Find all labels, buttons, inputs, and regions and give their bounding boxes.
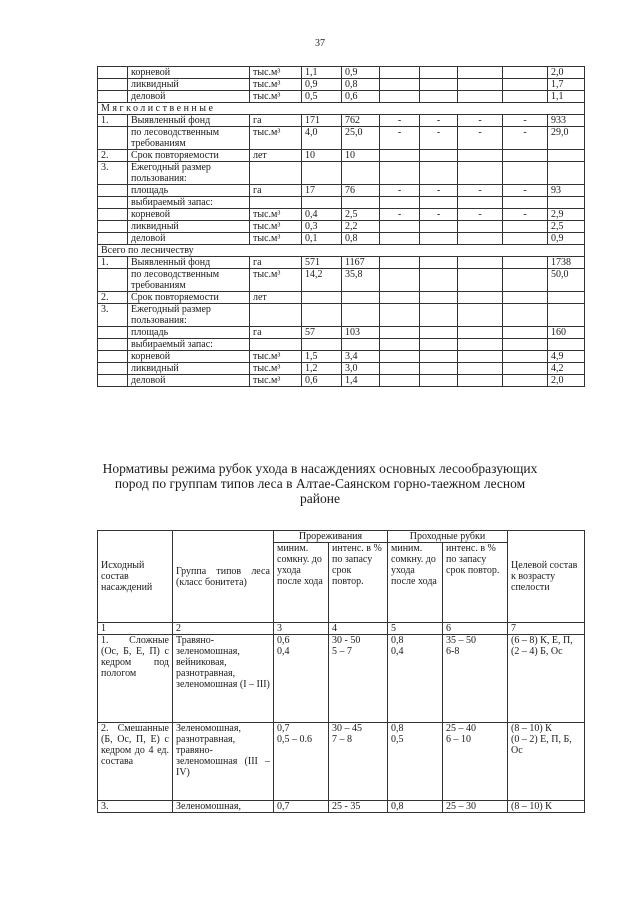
table-cell: [458, 67, 503, 79]
table-cell: -: [420, 209, 458, 221]
section-heading: Мягколиственные: [98, 103, 585, 115]
table-cell: [503, 221, 548, 233]
table-cell: [380, 150, 420, 162]
table-cell: [420, 327, 458, 339]
table-cell: [380, 79, 420, 91]
table-cell: 2,9: [548, 209, 585, 221]
table-cell: 0,9: [302, 79, 342, 91]
table-cell: 1.: [98, 115, 128, 127]
table-cell: [342, 339, 380, 351]
header-forest-type-group: Группа типов леса (класс бонитета): [173, 531, 274, 623]
table-cell: -: [503, 115, 548, 127]
table-cell: [302, 292, 342, 304]
table-cell: [380, 162, 420, 185]
table-cell: га: [250, 185, 302, 197]
table-cell: [98, 375, 128, 387]
table-cell: [98, 269, 128, 292]
table-cell: лет: [250, 292, 302, 304]
table-cell: 25,0: [342, 127, 380, 150]
cell-min1: 0,6 0,4: [274, 635, 329, 723]
table-cell: [458, 197, 503, 209]
table-cell: [503, 351, 548, 363]
table-cell: [420, 269, 458, 292]
table-cell: 0,6: [302, 375, 342, 387]
table-cell: [458, 351, 503, 363]
table-cell: [98, 339, 128, 351]
table-cell: [302, 304, 342, 327]
table-cell: [420, 257, 458, 269]
table-cell: деловой: [128, 233, 250, 245]
table-cell: [420, 292, 458, 304]
table-cell: [420, 233, 458, 245]
table-cell: по лесоводственным требованиям: [128, 127, 250, 150]
cell-group: Травяно-зеленомошная, вейниковая, разнотравная, зеленомошная (I – III): [173, 635, 274, 723]
table-cell: [420, 304, 458, 327]
table-cell: [98, 209, 128, 221]
table-cell: [503, 91, 548, 103]
table-cell: [503, 257, 548, 269]
table-cell: [342, 162, 380, 185]
section-row: [98, 245, 585, 257]
table-cell: [458, 339, 503, 351]
thinning-norms-table: [97, 530, 585, 813]
table-cell: 76: [342, 185, 380, 197]
cell-target: (6 – 8) К, Е, П, (2 – 4) Б, Ос: [508, 635, 585, 723]
table-cell: 0,5: [302, 91, 342, 103]
table-cell: Ежегодный размер пользования:: [128, 304, 250, 327]
table-cell: [458, 221, 503, 233]
cell-target: (8 – 10) К: [508, 801, 585, 813]
table-cell: 2.: [98, 150, 128, 162]
table-row: [98, 635, 585, 723]
table-cell: 10: [342, 150, 380, 162]
header-passage-cuttings: Проходные рубки: [388, 531, 508, 543]
table-cell: [302, 162, 342, 185]
table-row: [98, 115, 585, 127]
cell-int1: 30 - 50 5 – 7: [329, 635, 388, 723]
table-cell: -: [380, 115, 420, 127]
cell-initial: 3.: [98, 801, 173, 813]
column-number: 4: [329, 623, 388, 635]
cell-int2: 25 – 30: [443, 801, 508, 813]
table-cell: [342, 197, 380, 209]
table-cell: 2,5: [342, 209, 380, 221]
table-cell: [420, 351, 458, 363]
table-cell: Выявленный фонд: [128, 257, 250, 269]
table-cell: 57: [302, 327, 342, 339]
table-cell: ликвидный: [128, 79, 250, 91]
table-cell: [503, 269, 548, 292]
table-cell: [342, 292, 380, 304]
table-cell: 762: [342, 115, 380, 127]
table-cell: [98, 79, 128, 91]
table-cell: -: [458, 185, 503, 197]
table-cell: [420, 339, 458, 351]
table-cell: [458, 292, 503, 304]
cell-int1: 25 - 35: [329, 801, 388, 813]
table-cell: [458, 91, 503, 103]
table-cell: [503, 150, 548, 162]
table-cell: [503, 79, 548, 91]
table-cell: -: [380, 185, 420, 197]
table-cell: [548, 292, 585, 304]
table-cell: корневой: [128, 209, 250, 221]
table-cell: 103: [342, 327, 380, 339]
cell-min2: 0,8: [388, 801, 443, 813]
table-cell: 2,5: [548, 221, 585, 233]
table-cell: [342, 304, 380, 327]
table-cell: 3,4: [342, 351, 380, 363]
table-cell: 3.: [98, 304, 128, 327]
table-cell: [458, 363, 503, 375]
section-row: [98, 103, 585, 115]
table-cell: [420, 221, 458, 233]
table-cell: [380, 292, 420, 304]
table-cell: тыс.м³: [250, 363, 302, 375]
table-cell: га: [250, 327, 302, 339]
table-cell: [548, 162, 585, 185]
table-cell: -: [458, 115, 503, 127]
table-cell: 0,9: [342, 67, 380, 79]
table-cell: -: [420, 127, 458, 150]
table-cell: [548, 197, 585, 209]
table-row: [98, 197, 585, 209]
table-cell: [380, 269, 420, 292]
table-row: [98, 339, 585, 351]
table-cell: [503, 363, 548, 375]
table-cell: 10: [302, 150, 342, 162]
table-row: [98, 327, 585, 339]
header-target-composition: Целевой состав к возрасту спелости: [508, 531, 585, 623]
table-cell: [380, 67, 420, 79]
table-cell: 1,4: [342, 375, 380, 387]
table-cell: -: [458, 209, 503, 221]
table-cell: -: [380, 127, 420, 150]
table-cell: [302, 197, 342, 209]
header-min-density-1: миним. сомкну. до ухода после хода: [274, 543, 329, 623]
table-cell: [380, 351, 420, 363]
table-cell: корневой: [128, 351, 250, 363]
cell-min1: 0,7 0,5 – 0.6: [274, 723, 329, 801]
table-cell: [250, 197, 302, 209]
column-number: 2: [173, 623, 274, 635]
table-cell: 1.: [98, 257, 128, 269]
table-cell: -: [420, 185, 458, 197]
table-row: [98, 363, 585, 375]
table-cell: [420, 363, 458, 375]
table-cell: [458, 304, 503, 327]
table-row: [98, 67, 585, 79]
table-cell: -: [503, 127, 548, 150]
cell-int2: 35 – 50 6-8: [443, 635, 508, 723]
table-cell: [458, 162, 503, 185]
table-cell: тыс.м³: [250, 91, 302, 103]
table-cell: 1167: [342, 257, 380, 269]
table-cell: [503, 304, 548, 327]
table-cell: 50,0: [548, 269, 585, 292]
table-row: [98, 351, 585, 363]
table-cell: Срок повторяемости: [128, 150, 250, 162]
table-cell: [503, 197, 548, 209]
table-row: [98, 233, 585, 245]
table-cell: выбираемый запас:: [128, 197, 250, 209]
table-cell: 1,7: [548, 79, 585, 91]
table-cell: -: [458, 127, 503, 150]
table-cell: [380, 221, 420, 233]
harvest-volume-table: [97, 66, 585, 387]
table-cell: [420, 67, 458, 79]
table-cell: [250, 339, 302, 351]
cell-int2: 25 – 40 6 – 10: [443, 723, 508, 801]
table-cell: -: [503, 209, 548, 221]
table-cell: Выявленный фонд: [128, 115, 250, 127]
table-cell: [380, 91, 420, 103]
table-row: [98, 257, 585, 269]
table-cell: 0,3: [302, 221, 342, 233]
column-number: 7: [508, 623, 585, 635]
table-cell: [380, 197, 420, 209]
table-cell: тыс.м³: [250, 375, 302, 387]
section-title: Нормативы режима рубок ухода в насаждениях основных лесообразующих пород по группам типов леса в Алтае-Саянском горно-таежном лесном районе: [102, 461, 538, 506]
table-cell: 4,0: [302, 127, 342, 150]
cell-initial: 2. Смешанные (Б, Ос, П, Е) с кедром до 4 ед. состава: [98, 723, 173, 801]
table-cell: [98, 327, 128, 339]
table-row: [98, 127, 585, 150]
table-cell: [503, 339, 548, 351]
table-cell: 2.: [98, 292, 128, 304]
header-min-density-2: миним. сомкну. до ухода после хода: [388, 543, 443, 623]
table-cell: тыс.м³: [250, 221, 302, 233]
table-cell: 17: [302, 185, 342, 197]
header-intensity-1: интенс. в % по запасу срок повтор.: [329, 543, 388, 623]
table-cell: [458, 150, 503, 162]
column-number: 6: [443, 623, 508, 635]
table-cell: [503, 162, 548, 185]
table-cell: [458, 257, 503, 269]
table-cell: [420, 375, 458, 387]
table-cell: площадь: [128, 327, 250, 339]
table-cell: 1,1: [548, 91, 585, 103]
column-number: 1: [98, 623, 173, 635]
table-cell: [420, 162, 458, 185]
table-cell: 171: [302, 115, 342, 127]
table-cell: 4,9: [548, 351, 585, 363]
table-cell: 0,4: [302, 209, 342, 221]
table-cell: [380, 233, 420, 245]
table-cell: выбираемый запас:: [128, 339, 250, 351]
table-cell: 0,9: [548, 233, 585, 245]
table-row: [98, 723, 585, 801]
table-cell: [380, 375, 420, 387]
table-cell: [503, 327, 548, 339]
table-cell: 1,2: [302, 363, 342, 375]
table-cell: корневой: [128, 67, 250, 79]
table-cell: тыс.м³: [250, 209, 302, 221]
table-cell: 1,5: [302, 351, 342, 363]
table-cell: -: [503, 185, 548, 197]
table-cell: по лесоводственным требованиям: [128, 269, 250, 292]
table-cell: 2,0: [548, 67, 585, 79]
table-cell: 2,2: [342, 221, 380, 233]
table-cell: [420, 79, 458, 91]
page-number: 37: [315, 38, 325, 49]
table-cell: 933: [548, 115, 585, 127]
table-cell: [380, 327, 420, 339]
table-cell: [380, 339, 420, 351]
table-row: [98, 221, 585, 233]
table-row: [98, 91, 585, 103]
table-cell: Ежегодный размер пользования:: [128, 162, 250, 185]
table-cell: [380, 257, 420, 269]
table-cell: [548, 304, 585, 327]
table-cell: деловой: [128, 91, 250, 103]
table-cell: [458, 327, 503, 339]
table-cell: [503, 233, 548, 245]
table-cell: [503, 292, 548, 304]
cell-min2: 0,8 0,4: [388, 635, 443, 723]
table-cell: [98, 197, 128, 209]
table-row: [98, 79, 585, 91]
table-row: [98, 269, 585, 292]
table-cell: [420, 197, 458, 209]
table-cell: 571: [302, 257, 342, 269]
table-cell: 0,8: [342, 79, 380, 91]
table-cell: 14,2: [302, 269, 342, 292]
table-cell: [380, 304, 420, 327]
table-cell: 1,1: [302, 67, 342, 79]
table-cell: ликвидный: [128, 363, 250, 375]
table-cell: тыс.м³: [250, 233, 302, 245]
cell-target: (8 – 10) К (0 – 2) Е, П, Б, Ос: [508, 723, 585, 801]
table-cell: [548, 150, 585, 162]
table-cell: 0,1: [302, 233, 342, 245]
table-cell: [380, 363, 420, 375]
table-cell: [98, 233, 128, 245]
column-number: 5: [388, 623, 443, 635]
cell-min2: 0,8 0,5: [388, 723, 443, 801]
table-cell: 1738: [548, 257, 585, 269]
table-cell: [98, 221, 128, 233]
table-row: [98, 304, 585, 327]
table-row: [98, 185, 585, 197]
cell-int1: 30 – 45 7 – 8: [329, 723, 388, 801]
table-cell: [503, 375, 548, 387]
table-cell: тыс.м³: [250, 127, 302, 150]
table-cell: 3,0: [342, 363, 380, 375]
table-cell: [458, 375, 503, 387]
table-cell: тыс.м³: [250, 269, 302, 292]
table-cell: деловой: [128, 375, 250, 387]
table-cell: [458, 79, 503, 91]
table-cell: 4,2: [548, 363, 585, 375]
table-row: [98, 209, 585, 221]
table-row: [98, 801, 585, 813]
table-cell: [420, 91, 458, 103]
table-cell: [98, 363, 128, 375]
table-cell: 160: [548, 327, 585, 339]
table-cell: тыс.м³: [250, 67, 302, 79]
table-cell: [250, 304, 302, 327]
table-cell: га: [250, 115, 302, 127]
table-cell: [250, 162, 302, 185]
table-cell: тыс.м³: [250, 79, 302, 91]
table-cell: лет: [250, 150, 302, 162]
header-thinning: Прореживания: [274, 531, 388, 543]
table-cell: [548, 339, 585, 351]
table-cell: [420, 150, 458, 162]
header-initial-composition: Исходный состав насаждений: [98, 531, 173, 623]
table-row: [98, 150, 585, 162]
table-cell: Срок повторяемости: [128, 292, 250, 304]
table-cell: [503, 67, 548, 79]
table-cell: 2,0: [548, 375, 585, 387]
table-cell: -: [420, 115, 458, 127]
table-cell: [98, 91, 128, 103]
table-cell: 35,8: [342, 269, 380, 292]
table-cell: ликвидный: [128, 221, 250, 233]
table-cell: 0,8: [342, 233, 380, 245]
column-number: 3: [274, 623, 329, 635]
table-cell: [302, 339, 342, 351]
table-cell: [98, 351, 128, 363]
table-cell: площадь: [128, 185, 250, 197]
table-cell: 3.: [98, 162, 128, 185]
table-cell: [458, 233, 503, 245]
table-row: [98, 292, 585, 304]
cell-group: Зеленомошная, разнотравная, травяно-зеленомошная (III – IV): [173, 723, 274, 801]
cell-group: Зеленомошная,: [173, 801, 274, 813]
table-cell: га: [250, 257, 302, 269]
table-cell: [98, 185, 128, 197]
table-cell: -: [380, 209, 420, 221]
header-intensity-2: интенс. в % по запасу срок повтор.: [443, 543, 508, 623]
table-row: [98, 162, 585, 185]
table-cell: 0,6: [342, 91, 380, 103]
table-cell: [458, 269, 503, 292]
table-cell: тыс.м³: [250, 351, 302, 363]
table-row: [98, 375, 585, 387]
cell-initial: 1. Сложные (Ос, Б, Е, П) с кедром под пологом: [98, 635, 173, 723]
table-cell: [98, 127, 128, 150]
table-cell: 93: [548, 185, 585, 197]
table-cell: 29,0: [548, 127, 585, 150]
cell-min1: 0,7: [274, 801, 329, 813]
section-heading: Всего по лесничеству: [98, 245, 585, 257]
table-cell: [98, 67, 128, 79]
